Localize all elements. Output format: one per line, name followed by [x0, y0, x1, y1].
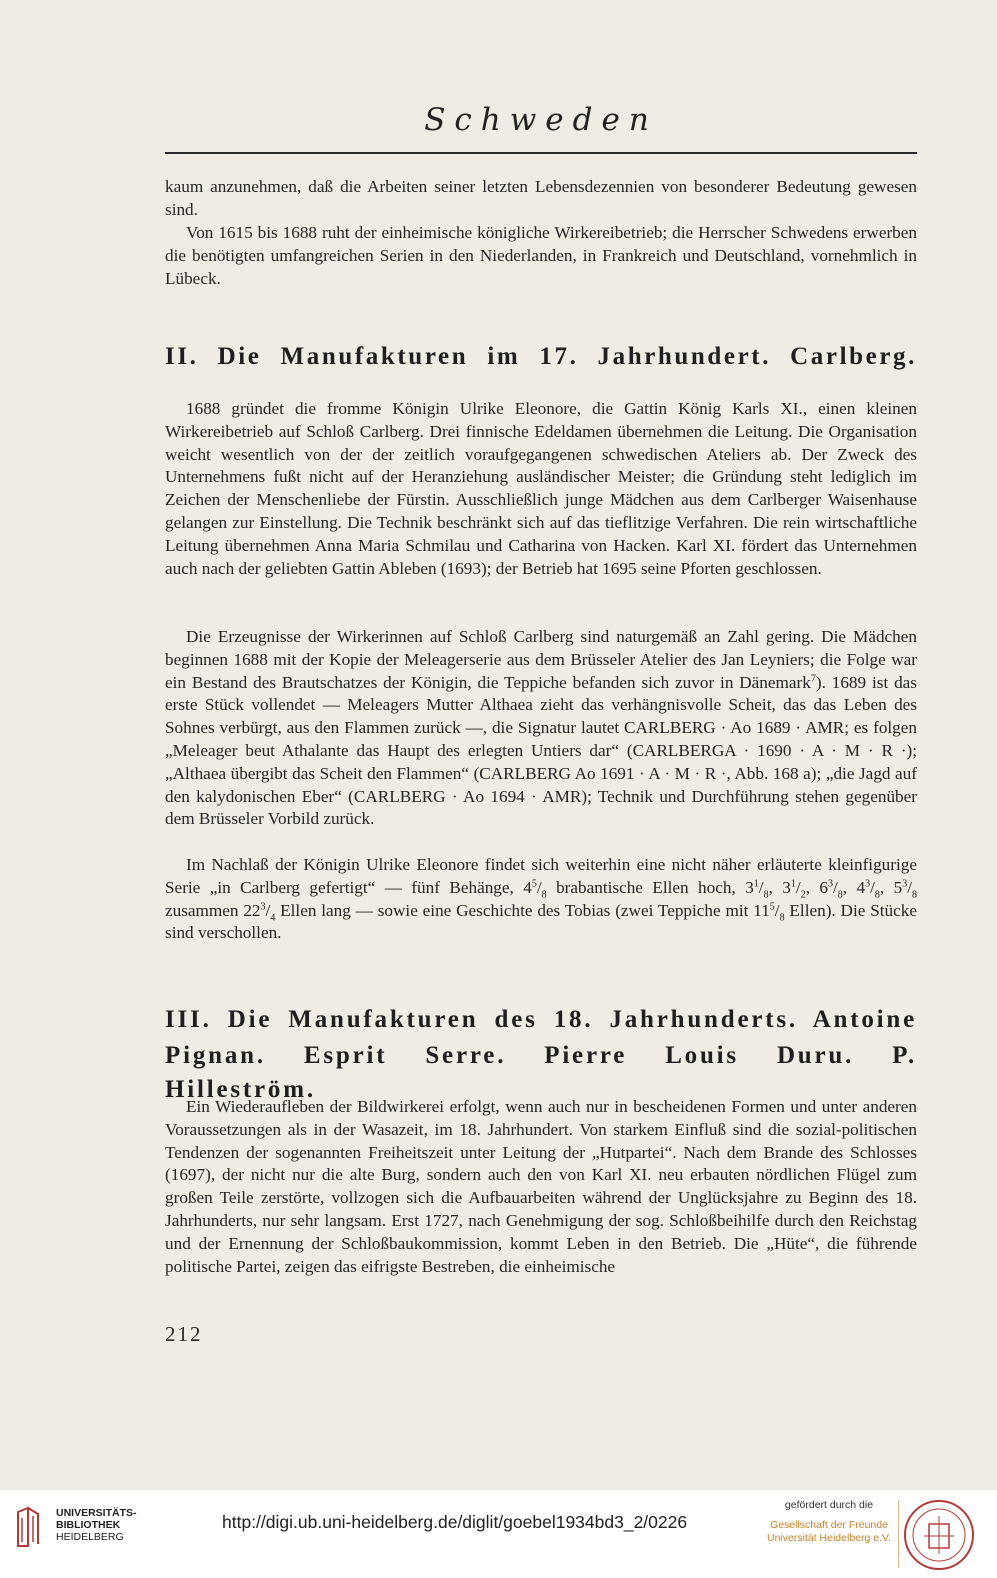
intro-paragraph-2: Von 1615 bis 1688 ruht der einheimische königliche Wirkereibetrieb; die Herrscher Schwedens erwerben die benötigten umfangreichen Serien in den Niederlanden, in Frankreich und Deutschland, vornehmlich in Lübeck. — [165, 223, 917, 288]
section2-paragraph-2: Die Erzeugnisse der Wirkerinnen auf Schloß Carlberg sind naturgemäß an Zahl gering. Die Mädchen beginnen 1688 mit der Kopie der Meleagerserie aus dem Brüsseler Atelier des Jan Leyniers; die Folge war ein Bestand des Brautschatzes der Königin, die Teppiche befanden sich zuvor in Dänemark$^7$). 1689 ist das erste Stück vollendet — Meleagers Mutter Althaea zieht das verhängnisvolle Scheit, das das Leben des Sohnes verbürgt, aus den Flammen zurück —, die Signatur lautet CARLBERG · Ao 1689 · AMR; es folgen „Meleager beut Athalante das Haupt des erlegten Untiers dar“ (CARLBERGA · 1690 · A · M · R ·); „Althaea übergibt das Scheit den Flammen“ (CARLBERG Ao 1691 · A · M · R ·, Abb. 168 a); „die Jagd auf den kalydonischen Eber“ (CARLBERG · Ao 1694 · AMR); Technik und Durchführung stehen gegenüber dem Brüsseler Vorbild zurück. — [165, 627, 917, 829]
sponsor-block — [764, 1499, 894, 1545]
section-heading-3-line-2: Pignan. Esprit Serre. Pierre Louis Duru. P. Hilleström. — [165, 1042, 917, 1103]
header-rule — [165, 152, 917, 154]
digitization-footer — [0, 1490, 997, 1578]
sponsor-name-line-1: Gesellschaft der Freunde — [770, 1519, 888, 1531]
section-heading-2: II. Die Manufakturen im 17. Jahrhundert. Carlberg. — [165, 343, 917, 370]
university-seal-icon — [902, 1498, 976, 1572]
page-number: 212 — [165, 1322, 203, 1346]
sponsor-name-line-2: Universität Heidelberg e.V. — [767, 1532, 891, 1544]
section3-paragraph-1: Ein Wiederaufleben der Bildwirkerei erfolgt, wenn auch nur in bescheidenen Formen und unter anderen Voraussetzungen als in der Wasazeit, im 18. Jahrhundert. Von starkem Einfluß sind die sozial-politischen Tendenzen der sogenannten Freiheitszeit unter Leitung der „Hutpartei“. Nach dem Brande des Schlosses (1697), der nicht nur die alte Burg, sondern auch den von Karl XI. neu erbauten nördlichen Flügel zum großen Teile zerstörte, vollzogen sich die Aufbauarbeiten während der Unglücksjahre zu Beginn des 18. Jahrhunderts, nur sehr langsam. Erst 1727, nach Genehmigung der sog. Schloßbeihilfe durch den Reichstag und der Ernennung der Schloßbaukommission, kommt Leben in den Betrieb. Die „Hüte“, die führende politische Partei, zeigen das eifrigste Bestreben, die einheimische — [165, 1097, 917, 1276]
library-name: UNIVERSITÄTS- BIBLIOTHEK HEIDELBERG — [56, 1507, 137, 1543]
running-head: Schweden — [424, 102, 658, 138]
intro-paragraph-1: kaum anzunehmen, daß die Arbeiten seiner letzten Lebensdezennien von besonderer Bedeutung gewesen sind. — [165, 177, 917, 219]
sponsor-divider — [898, 1500, 899, 1568]
permalink-url[interactable]: http://digi.ub.uni-heidelberg.de/diglit/goebel1934bd3_2/0226 — [222, 1512, 688, 1532]
sponsor-lead: gefördert durch die — [784, 1499, 874, 1511]
section2-paragraph-1: 1688 gründet die fromme Königin Ulrike Eleonore, die Gattin König Karls XI., einen kleinen Wirkereibetrieb auf Schloß Carlberg. Drei finnische Edeldamen übernehmen die Leitung. Die Organisation weicht wesentlich von der der zeitlich voraufgegangenen schwedischen Ateliers ab. Der Zweck des Unternehmens fußt nicht auf der Heranziehung ausländischer Meister; die Gründung steht lediglich im Zeichen der Menschenliebe der Fürstin. Ausschließlich junge Mädchen aus dem Carlberger Waisenhause gelangen zur Einstellung. Die Technik beschränkt sich auf das tieflitzige Verfahren. Die rein wirtschaftliche Leitung übernehmen Anna Maria Schmilau und Catharina von Hacken. Karl XI. fördert das Unternehmen auch nach der geliebten Gattin Ableben (1693); der Betrieb hat 1695 seine Pforten geschlossen. — [165, 399, 917, 578]
footnote-ref: 7 — [810, 672, 816, 684]
section2-paragraph-3: Im Nachlaß der Königin Ulrike Eleonore findet sich weiterhin eine nicht näher erläuterte kleinfigurige Serie „in Carlberg gefertigt“ — fünf Behänge, $4^5/_8$ brabantische Ellen hoch, $3^1/_8$, $3^1/_2$, $6^3/_8$, $4^3/_8$, $5^3/_8$ zusammen $22^3/_4$ Ellen lang — sowie eine Geschichte des Tobias (zwei Teppiche mit $11^5/_8$ Ellen). Die Stücke sind verschollen. — [165, 855, 918, 943]
library-logo-icon — [14, 1506, 44, 1550]
section-heading-3-line-1: III. Die Manufakturen des 18. Jahrhunderts. Antoine — [165, 1006, 917, 1033]
